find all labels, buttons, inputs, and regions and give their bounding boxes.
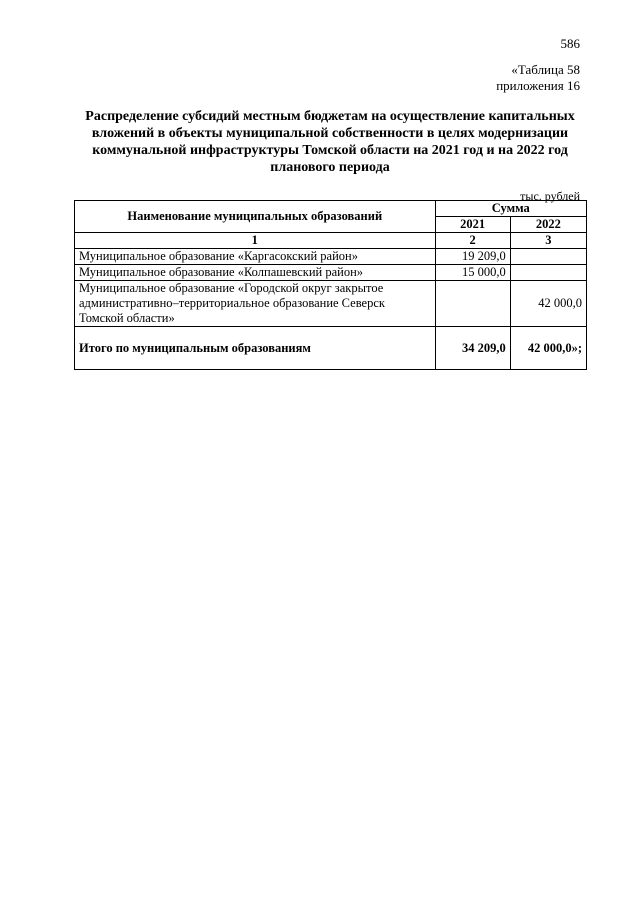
document-title: Распределение субсидий местным бюджетам на осуществление капитальных вложений в объекты муниципальной собственности в целях модернизации коммунальной инфраструктуры Томской области на 2021 год и на 2022 год планового периода xyxy=(85,109,575,175)
total-value-2021: 34 209,0 xyxy=(435,327,510,370)
total-value-2022: 42 000,0»; xyxy=(510,327,586,370)
page-number: 586 xyxy=(560,36,580,51)
table-total-row xyxy=(75,327,587,370)
subsidy-table xyxy=(74,200,587,370)
table-row xyxy=(75,281,587,327)
column-header-sum: Сумма xyxy=(435,201,586,217)
row-value-2021: 15 000,0 xyxy=(435,265,510,281)
table-reference xyxy=(496,62,580,94)
row-name: Муниципальное образование «Колпашевский район» xyxy=(75,265,436,281)
index-cell-1: 1 xyxy=(75,233,436,249)
table-row xyxy=(75,249,587,265)
table-index-row xyxy=(75,233,587,249)
row-name: Муниципальное образование «Городской округ закрытое административно–территориальное образование Северск Томской области» xyxy=(75,281,436,327)
table-reference-line1: «Таблица 58 xyxy=(511,62,580,77)
index-cell-2: 2 xyxy=(435,233,510,249)
row-value-2021 xyxy=(435,281,510,327)
column-header-2021: 2021 xyxy=(435,217,510,233)
column-header-name: Наименование муниципальных образований xyxy=(75,201,436,233)
column-header-2022: 2022 xyxy=(510,217,586,233)
table-row xyxy=(75,265,587,281)
index-cell-3: 3 xyxy=(510,233,586,249)
table-reference-line2: приложения 16 xyxy=(496,78,580,93)
row-name: Муниципальное образование «Каргасокский район» xyxy=(75,249,436,265)
units-label: тыс. рублей xyxy=(520,189,580,203)
row-value-2021: 19 209,0 xyxy=(435,249,510,265)
total-label: Итого по муниципальным образованиям xyxy=(75,327,436,370)
table-header-row xyxy=(75,201,587,217)
row-value-2022 xyxy=(510,265,586,281)
row-value-2022: 42 000,0 xyxy=(510,281,586,327)
row-value-2022 xyxy=(510,249,586,265)
